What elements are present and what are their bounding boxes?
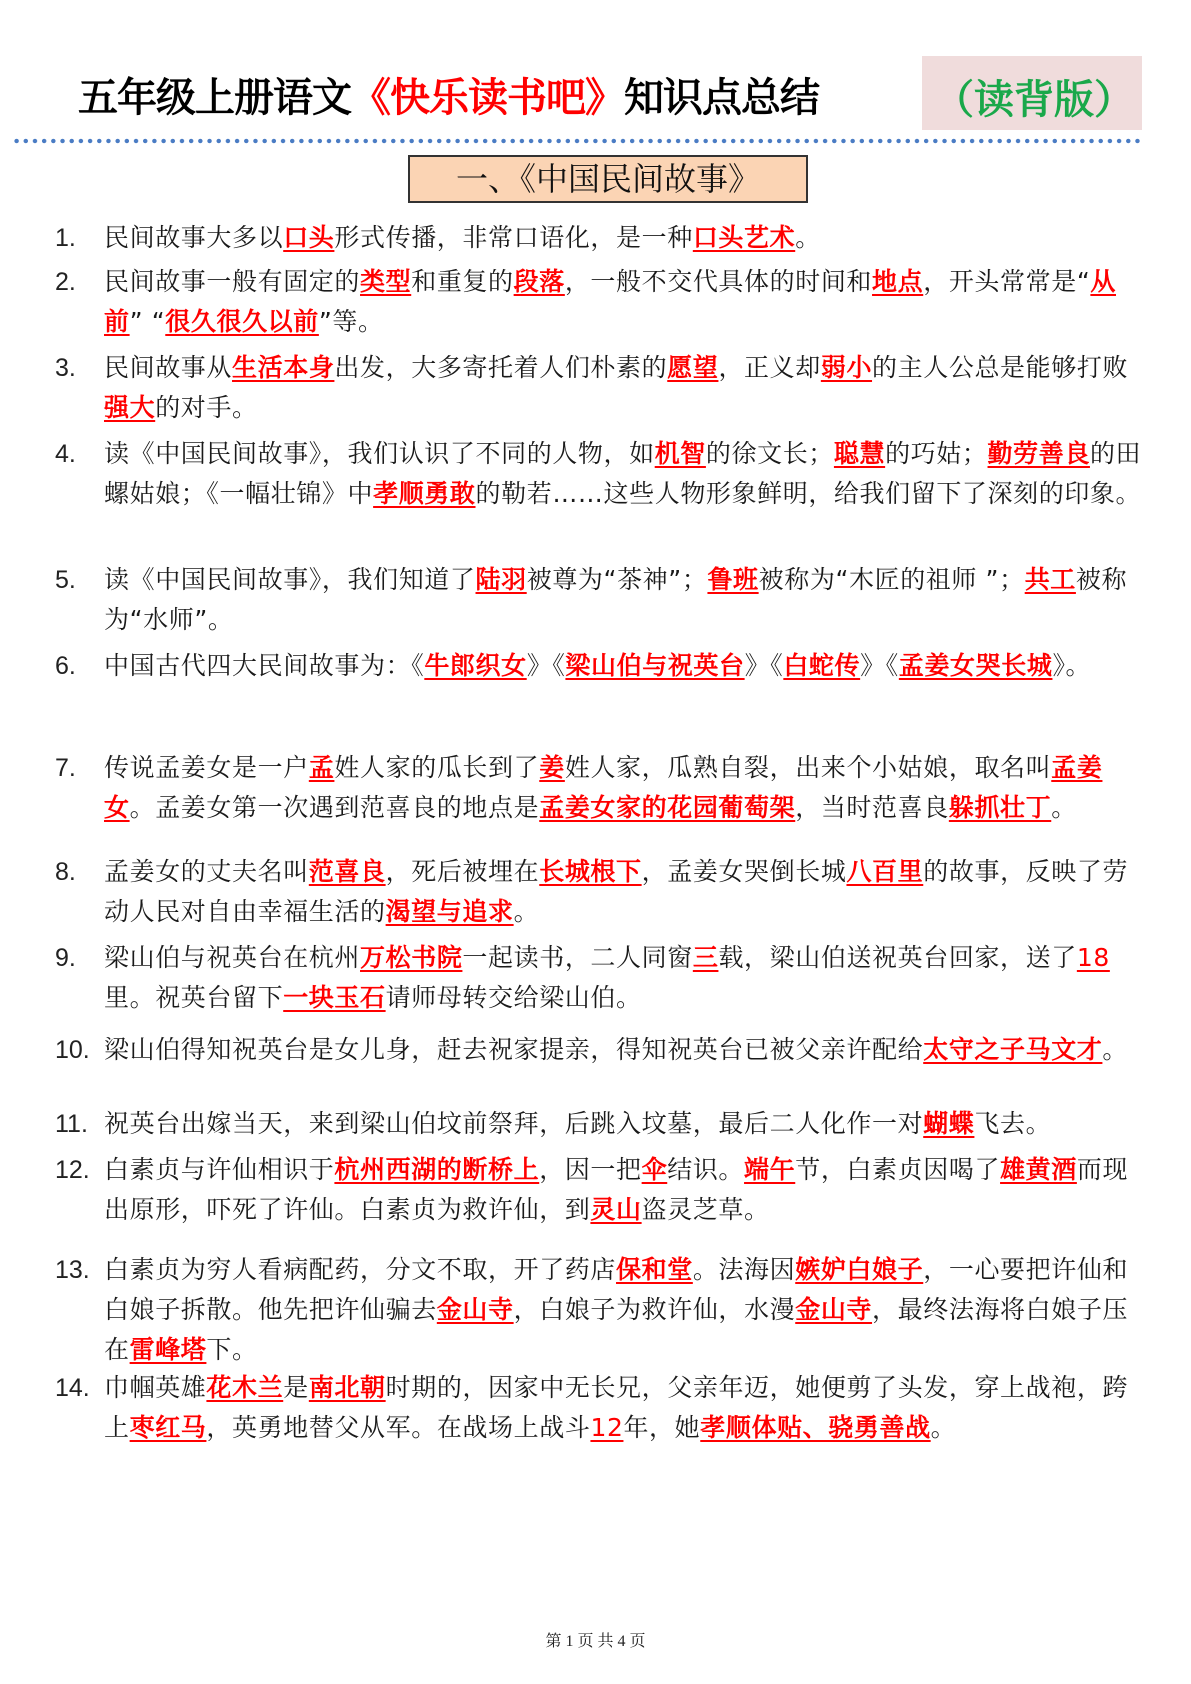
plain-text: 。 <box>795 223 821 252</box>
title-row <box>0 56 1191 126</box>
item-number: 4. <box>55 440 76 468</box>
item-number: 11. <box>55 1110 88 1138</box>
plain-text: 里。祝英台留下 <box>104 983 284 1012</box>
key-term: 孟 <box>308 753 335 782</box>
plain-text: 而现出原形，吓死了许仙。白素贞为救许仙，到 <box>104 1155 1129 1224</box>
key-term: 范喜良 <box>308 857 386 886</box>
key-term: 花木兰 <box>206 1373 284 1402</box>
plain-text: 读《中国民间故事》，我们认识了不同的人物，如 <box>104 439 655 468</box>
item-text <box>104 1368 1144 1448</box>
plain-text: 传说孟姜女是一户 <box>104 753 309 782</box>
plain-text: 祝英台出嫁当天，来到梁山伯坟前祭拜，后跳入坟墓，最后二人化作一对 <box>104 1109 924 1138</box>
plain-text: 年，她 <box>623 1413 701 1442</box>
page-footer: 第 1 页 共 4 页 <box>545 1633 646 1650</box>
item-text <box>104 646 1144 686</box>
plain-text: 被尊为“茶神”； <box>526 565 708 594</box>
key-term: 孝顺勇敢 <box>373 479 476 508</box>
key-term: 机智 <box>654 439 706 468</box>
key-term: 渴望与追求 <box>385 897 514 926</box>
plain-text: 孟姜女的丈夫名叫 <box>104 857 309 886</box>
plain-text: ，白娘子为救许仙，水漫 <box>513 1295 796 1324</box>
item-text <box>104 1150 1144 1230</box>
key-term: 雄黄酒 <box>1000 1155 1077 1184</box>
plain-text: 节，白素贞因喝了 <box>795 1155 1001 1184</box>
key-term: 愿望 <box>667 353 719 382</box>
plain-text: 的田螺姑娘；《一幅壮锦》中 <box>104 439 1142 508</box>
item-number: 5. <box>55 566 76 594</box>
plain-text: 民间故事从 <box>104 353 233 382</box>
key-term: 梁山伯与祝英台 <box>565 651 745 680</box>
plain-text: 。 <box>930 1413 957 1442</box>
plain-text: 请师母转交给梁山伯。 <box>385 983 642 1012</box>
dotted-divider <box>12 138 1142 144</box>
plain-text: ，开头常常是“ <box>923 267 1091 296</box>
key-term: 八百里 <box>846 857 924 886</box>
item-text <box>104 218 1144 258</box>
version-badge: （读背版） <box>934 77 1134 123</box>
item-text <box>104 560 1144 640</box>
key-term: 牛郎织女 <box>424 651 527 680</box>
plain-text: 》《 <box>744 651 784 680</box>
item-number: 10. <box>55 1036 90 1064</box>
plain-text: 被称为“水师”。 <box>104 565 1128 634</box>
plain-text: 白素贞为穷人看病配药，分文不取，开了药店 <box>104 1255 617 1284</box>
item-number: 7. <box>55 754 76 782</box>
plain-text: 飞去。 <box>974 1109 1052 1138</box>
item-text <box>104 938 1144 1018</box>
plain-text: 和重复的 <box>411 267 514 296</box>
plain-text: ，一心要把许仙和白娘子拆散。他先把许仙骗去 <box>104 1255 1129 1324</box>
key-term: 共工 <box>1024 565 1076 594</box>
plain-text: 。孟姜女第一次遇到范喜良的地点是 <box>129 793 540 822</box>
key-term: 金山寺 <box>436 1295 514 1324</box>
plain-text: 的勒若……这些人物形象鲜明，给我们留下了深刻的印象。 <box>475 479 1142 508</box>
plain-text: 。 <box>513 897 540 926</box>
page-title <box>78 66 819 123</box>
key-term: 枣红马 <box>129 1413 207 1442</box>
plain-text: 下。 <box>206 1335 258 1364</box>
plain-text: ，正义却 <box>718 353 821 382</box>
plain-text: 的故事，反映了劳动人民对自由幸福生活的 <box>104 857 1129 926</box>
plain-text: 巾帼英雄 <box>104 1373 207 1402</box>
plain-text: 的对手。 <box>155 393 258 422</box>
section-title: 一、《中国民间故事》 <box>408 155 808 203</box>
plain-text: 的巧姑； <box>885 439 988 468</box>
plain-text: 梁山伯与祝英台在杭州 <box>104 943 361 972</box>
item-text <box>104 434 1144 514</box>
plain-text: 。 <box>1102 1035 1129 1064</box>
key-term: 聪慧 <box>833 439 886 468</box>
item-number: 3. <box>55 354 76 382</box>
key-term: 伞 <box>641 1155 668 1184</box>
plain-text: 一起读书，二人同窗 <box>462 943 693 972</box>
title-book-name: 《快乐读书吧》 <box>351 75 624 121</box>
plain-text: 梁山伯得知祝英台是女儿身，赶去祝家提亲，得知祝英台已被父亲许配给 <box>104 1035 924 1064</box>
key-term: 很久很久以前 <box>165 307 319 336</box>
plain-text: 》《 <box>526 651 566 680</box>
plain-text: ”等。 <box>318 307 384 336</box>
key-term: 陆羽 <box>475 565 527 594</box>
item-text <box>104 1030 1144 1070</box>
key-term: 勤劳善良 <box>987 439 1090 468</box>
key-term: 南北朝 <box>308 1373 386 1402</box>
key-term: 蝴蝶 <box>923 1109 975 1138</box>
plain-text: 民间故事一般有固定的 <box>104 267 361 296</box>
plain-text: ，英勇地替父从军。在战场上战斗 <box>206 1413 591 1442</box>
plain-text: 民间故事大多以 <box>104 223 284 252</box>
key-term: 强大 <box>104 393 156 422</box>
plain-text: 的主人公总是能够打败 <box>872 353 1129 382</box>
key-term: 躲抓壮丁 <box>948 793 1052 822</box>
plain-text: 出发，大多寄托着人们朴素的 <box>334 353 668 382</box>
key-term: 孟姜女哭长城 <box>898 651 1053 680</box>
key-term: 孟姜女家的花园葡萄架 <box>539 793 796 822</box>
key-term: 口头艺术 <box>692 223 796 252</box>
plain-text: 盗灵芝草。 <box>641 1195 770 1224</box>
plain-text: 时期的，因家中无长兄，父亲年迈，她便剪了头发，穿上战袍，跨上 <box>104 1373 1129 1442</box>
plain-text: 姓人家的瓜长到了 <box>334 753 540 782</box>
plain-text: ，孟姜女哭倒长城 <box>641 857 847 886</box>
key-term: 一块玉石 <box>283 983 386 1012</box>
key-term: 白蛇传 <box>783 651 861 680</box>
key-term: 类型 <box>360 267 412 296</box>
plain-text: 》《 <box>860 651 899 680</box>
item-text <box>104 1250 1144 1370</box>
plain-text: 中国古代四大民间故事为：《 <box>104 651 425 680</box>
plain-text: ，最终法海将白娘子压在 <box>104 1295 1129 1364</box>
key-term: 三 <box>692 943 719 972</box>
key-term: 弱小 <box>820 353 873 382</box>
key-term: 孟姜女 <box>104 753 1103 822</box>
key-term: 雷峰塔 <box>129 1335 207 1364</box>
key-term: 鲁班 <box>707 565 759 594</box>
plain-text: 形式传播，非常口语化，是一种 <box>334 223 693 252</box>
key-term: 长城根下 <box>539 857 642 886</box>
key-term: 孝顺体贴、骁勇善战 <box>700 1413 931 1442</box>
plain-text: ，死后被埋在 <box>385 857 540 886</box>
key-term: 杭州西湖的断桥上 <box>334 1155 540 1184</box>
item-number: 14. <box>55 1374 90 1402</box>
plain-text: 被称为“木匠的祖师 ”； <box>758 565 1025 594</box>
plain-text: 》。 <box>1052 651 1092 680</box>
plain-text: 是 <box>283 1373 309 1402</box>
key-term: 姜 <box>539 753 565 782</box>
plain-text: ” “ <box>129 307 166 336</box>
item-number: 12. <box>55 1156 90 1184</box>
plain-text: ，因一把 <box>539 1155 642 1184</box>
item-number: 9. <box>55 944 76 972</box>
plain-text: 结识。 <box>667 1155 745 1184</box>
key-number: 12 <box>590 1413 624 1442</box>
item-number: 1. <box>55 224 76 252</box>
key-term: 万松书院 <box>360 943 463 972</box>
title-suffix: 知识点总结 <box>624 75 819 121</box>
plain-text: 。 <box>1051 793 1077 822</box>
item-number: 13. <box>55 1256 90 1284</box>
item-text <box>104 348 1144 428</box>
item-text <box>104 262 1144 342</box>
key-number: 18 <box>1076 943 1110 972</box>
key-term: 生活本身 <box>232 353 335 382</box>
plain-text: ，一般不交代具体的时间和 <box>564 267 873 296</box>
plain-text: 读《中国民间故事》，我们知道了 <box>104 565 476 594</box>
plain-text: 姓人家，瓜熟自裂，出来个小姑娘，取名叫 <box>564 753 1052 782</box>
key-term: 嫉妒白娘子 <box>795 1255 924 1284</box>
title-prefix: 五年级上册语文 <box>78 75 351 121</box>
plain-text: 白素贞与许仙相识于 <box>104 1155 335 1184</box>
key-term: 太守之子马文才 <box>923 1035 1103 1064</box>
plain-text: 。法海因 <box>692 1255 796 1284</box>
item-text <box>104 852 1144 932</box>
plain-text: ，当时范喜良 <box>795 793 949 822</box>
key-term: 地点 <box>872 267 924 296</box>
item-text <box>104 748 1144 828</box>
item-number: 8. <box>55 858 76 886</box>
key-term: 从前 <box>104 267 1116 336</box>
plain-text: 的徐文长； <box>705 439 834 468</box>
item-text <box>104 1104 1144 1144</box>
key-term: 段落 <box>513 267 565 296</box>
plain-text: 载，梁山伯送祝英台回家，送了 <box>718 943 1077 972</box>
key-term: 金山寺 <box>795 1295 873 1324</box>
item-number: 6. <box>55 652 76 680</box>
item-number: 2. <box>55 268 76 296</box>
key-term: 灵山 <box>590 1195 642 1224</box>
key-term: 保和堂 <box>616 1255 693 1284</box>
key-term: 端午 <box>744 1155 796 1184</box>
key-term: 口头 <box>283 223 335 252</box>
